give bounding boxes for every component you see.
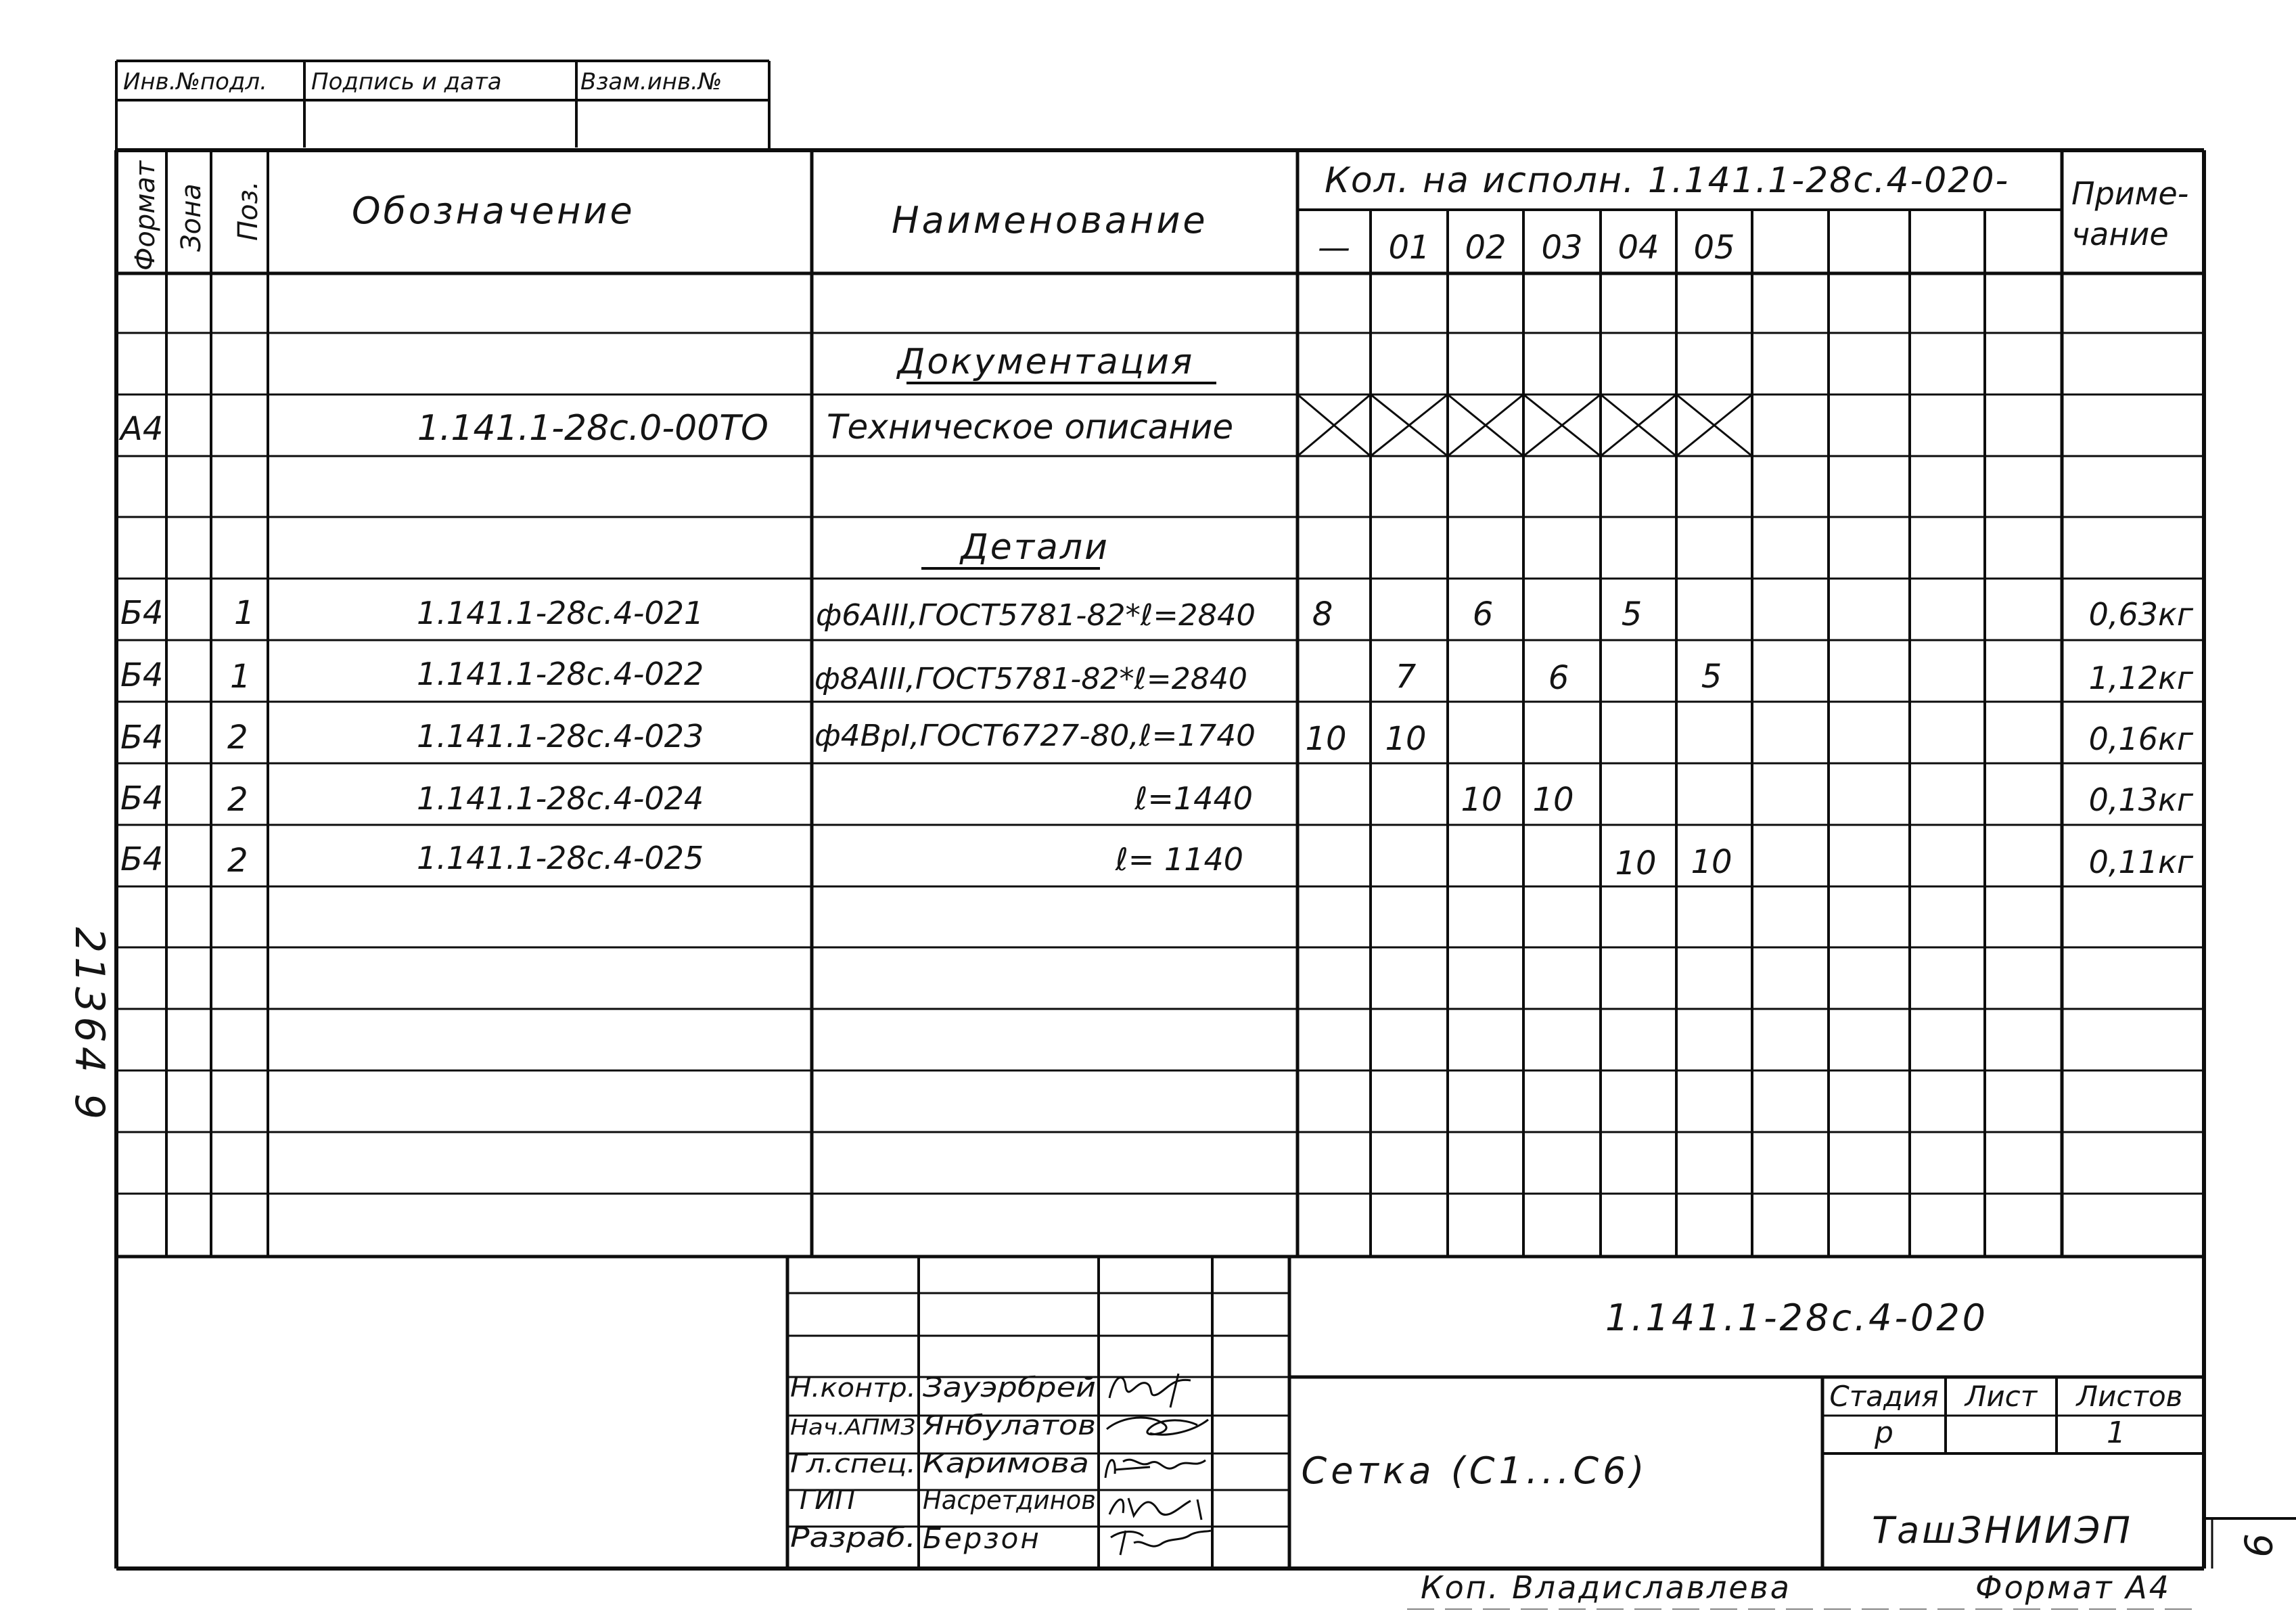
copied-by: Коп. Владиславлева xyxy=(1421,1569,1791,1606)
detail-qty: 10 xyxy=(1691,843,1732,881)
document-code: 1.141.1-28с.4-020 xyxy=(1605,1296,1989,1339)
col-header-pos: Поз. xyxy=(233,181,264,241)
document-title: Сетка (С1...С6) xyxy=(1301,1449,1649,1492)
signature-4 xyxy=(1109,1498,1201,1520)
page-number: 9 xyxy=(2235,1533,2279,1558)
variant-label: 01 xyxy=(1388,229,1430,267)
sheets-value: 1 xyxy=(2107,1416,2126,1450)
detail-format: Б4 xyxy=(120,719,164,757)
detail-designation: 1.141.1-28с.4-025 xyxy=(417,840,704,876)
sheets-label: Листов xyxy=(2076,1380,2183,1413)
signature-3 xyxy=(1105,1460,1206,1478)
note-header-line1: Приме- xyxy=(2071,175,2189,212)
person-name: Насретдинов xyxy=(923,1485,1096,1515)
doc-row-name: Техническое описание xyxy=(827,407,1234,447)
stage-value: р xyxy=(1875,1416,1893,1450)
detail-qty: 5 xyxy=(1621,595,1643,633)
col-header-quantity: Кол. на исполн. 1.141.1-28с.4-020- xyxy=(1325,160,2010,201)
detail-designation: 1.141.1-28с.4-022 xyxy=(417,656,704,692)
signature-date-header: Подпись и дата xyxy=(311,68,502,95)
detail-pos: 2 xyxy=(227,842,248,880)
col-header-format: Формат xyxy=(130,160,161,271)
detail-note: 0,13кг xyxy=(2088,782,2193,818)
detail-format: Б4 xyxy=(120,656,164,694)
detail-qty: 10 xyxy=(1615,844,1657,882)
variant-label: — xyxy=(1318,229,1350,267)
signature-1 xyxy=(1109,1374,1191,1407)
detail-note: 0,63кг xyxy=(2088,596,2193,633)
detail-pos: 1 xyxy=(230,658,251,696)
role-label: Нач.АПМ3 xyxy=(790,1414,916,1440)
variant-label: 04 xyxy=(1617,229,1659,267)
person-name: Зауэрбрей xyxy=(923,1372,1096,1403)
spec-table-grid xyxy=(116,150,2204,1257)
inventory-header: Инв.№подл. xyxy=(123,68,267,95)
detail-format: Б4 xyxy=(120,594,164,632)
margin-inventory-number: 21364 9 xyxy=(66,927,113,1124)
role-label: Гл.спец. xyxy=(790,1449,916,1479)
col-header-name: Наименование xyxy=(892,199,1208,242)
detail-name: ф4ВрI,ГОСТ6727-80,ℓ=1740 xyxy=(814,719,1256,753)
person-name: Каримова xyxy=(923,1448,1089,1479)
replace-inventory-header: Взам.инв.№ xyxy=(580,68,722,95)
detail-pos: 2 xyxy=(227,781,248,819)
note-header-line2: чание xyxy=(2071,216,2169,252)
detail-format: Б4 xyxy=(120,840,164,878)
person-name: Янбулатов xyxy=(921,1410,1096,1441)
detail-designation: 1.141.1-28с.4-023 xyxy=(417,718,704,754)
role-label: Разраб. xyxy=(790,1522,916,1554)
detail-name: ф8АIII,ГОСТ5781-82*ℓ=2840 xyxy=(814,662,1247,696)
detail-qty: 10 xyxy=(1461,781,1502,819)
stage-label: Стадия xyxy=(1829,1380,1939,1413)
detail-designation: 1.141.1-28с.4-024 xyxy=(417,780,704,817)
variant-label: 03 xyxy=(1541,229,1583,267)
detail-pos: 2 xyxy=(227,719,248,757)
detail-pos: 1 xyxy=(234,594,255,632)
col-header-zone: Зона xyxy=(176,183,207,252)
section-documentation: Документация xyxy=(897,342,1195,382)
section-details: Детали xyxy=(961,527,1109,568)
doc-row-format: А4 xyxy=(120,410,164,448)
detail-note: 0,16кг xyxy=(2088,721,2193,757)
paper-format: Формат А4 xyxy=(1975,1569,2171,1606)
detail-qty: 8 xyxy=(1312,595,1333,633)
role-label: Н.контр. xyxy=(790,1373,916,1403)
detail-qty: 10 xyxy=(1385,720,1427,758)
detail-format: Б4 xyxy=(120,780,164,817)
detail-qty: 6 xyxy=(1548,659,1569,697)
detail-name: ф6АIII,ГОСТ5781-82*ℓ=2840 xyxy=(816,598,1256,633)
detail-qty: 10 xyxy=(1305,720,1347,758)
detail-note: 0,11кг xyxy=(2088,844,2193,880)
role-label: ГИП xyxy=(800,1485,856,1516)
detail-name: ℓ=1440 xyxy=(1134,780,1253,817)
person-name: Берзон xyxy=(923,1522,1041,1555)
detail-qty: 6 xyxy=(1472,595,1494,633)
signature-2 xyxy=(1107,1418,1208,1435)
signature-5 xyxy=(1111,1531,1211,1555)
detail-name: ℓ= 1140 xyxy=(1115,841,1243,878)
detail-note: 1,12кг xyxy=(2088,660,2193,696)
variant-label: 05 xyxy=(1693,229,1735,267)
detail-designation: 1.141.1-28с.4-021 xyxy=(417,595,704,631)
sheet-label: Лист xyxy=(1965,1380,2038,1413)
detail-qty: 10 xyxy=(1532,781,1574,819)
doc-row-designation: 1.141.1-28с.0-00ТО xyxy=(417,408,768,449)
detail-qty: 7 xyxy=(1395,658,1417,696)
variant-label: 02 xyxy=(1465,229,1507,267)
organization: ТашЗНИИЭП xyxy=(1872,1509,2133,1552)
col-header-note xyxy=(2071,175,2199,252)
detail-qty: 5 xyxy=(1701,658,1722,696)
col-header-designation: Обозначение xyxy=(352,189,635,232)
